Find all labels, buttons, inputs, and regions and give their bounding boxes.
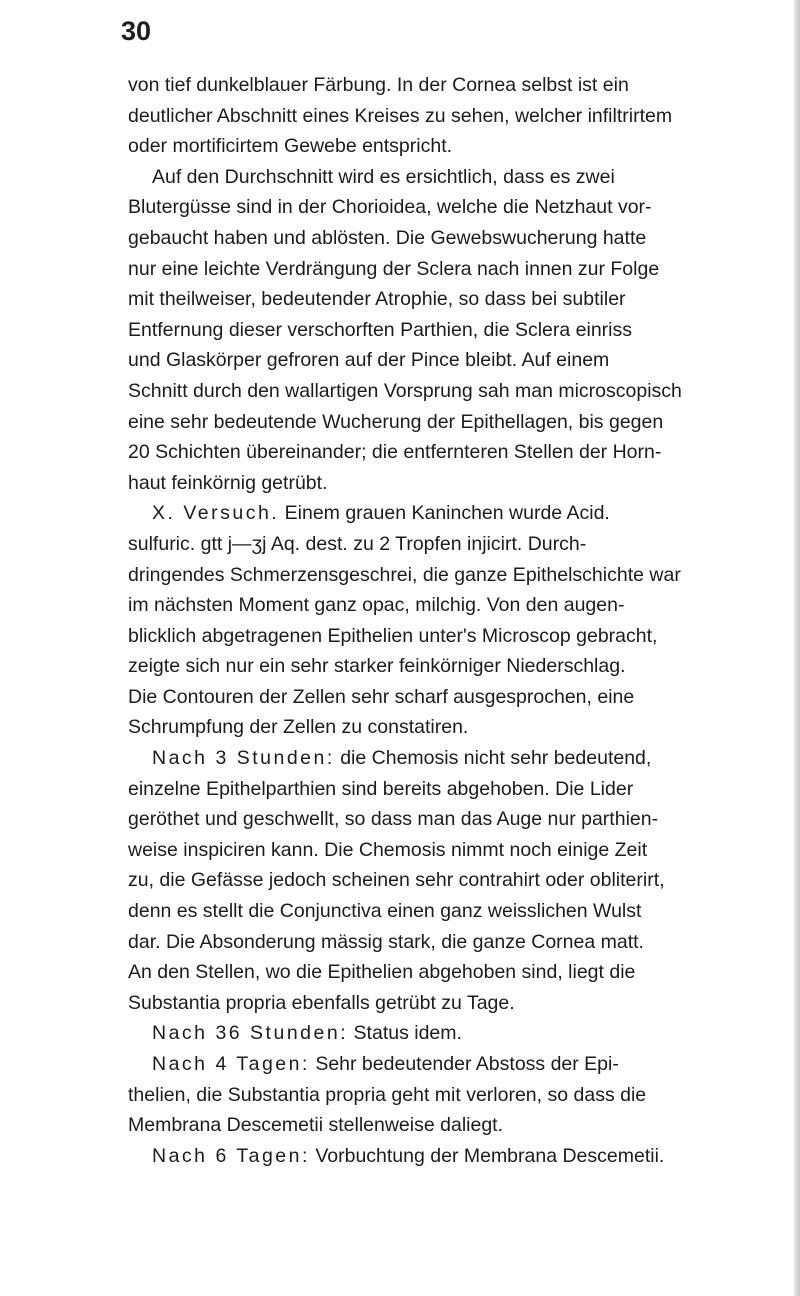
text-line: oder mortificirtem Gewebe entspricht. [128,135,453,158]
text-line: und Glaskörper gefroren auf der Pince bleibt. Auf einem [128,349,610,372]
nach36-heading-line [128,1018,800,1049]
text-line: gebaucht haben und ablösten. Die Gewebswucherung hatte [128,226,647,249]
nach4-heading-line [128,1049,800,1080]
text-line: nur eine leichte Verdrängung der Sclera nach innen zur Folge [128,257,660,280]
text-line: von tief dunkelblauer Färbung. In der Cornea selbst ist ein [128,74,629,96]
versuch-text: Einem grauen Kaninchen wurde Acid. [284,502,610,525]
text-line: Membrana Descemetii stellenweise daliegt. [128,1114,504,1137]
text-line: blicklich abgetragenen Epithelien unter's Microscop gebracht, [128,624,658,647]
text-line: Schrumpfung der Zellen zu constatiren. [128,716,469,739]
page-edge [794,0,800,1296]
versuch-label: X. Versuch. [152,502,280,525]
versuch-heading-line [128,498,800,529]
nach36-text: Status idem. [353,1022,462,1045]
page-number: 30 [121,16,152,46]
text-line: mit theilweiser, bedeutender Atrophie, so dass bei subtiler [128,288,626,311]
text-line: Auf den Durchschnitt wird es ersichtlich, dass es zwei [152,165,615,188]
text-line: thelien, die Substantia propria geht mit verloren, so dass die [128,1083,647,1106]
text-line: einzelne Epithelparthien sind bereits abgehoben. Die Lider [128,777,634,800]
nach6-text: Vorbuchtung der Membrana Descemetii. [315,1144,665,1167]
text-line: Blutergüsse sind in der Chorioidea, welche die Netzhaut vor- [128,196,652,219]
body-text [128,70,800,1171]
nach4-text: Sehr bedeutender Abstoss der Epi- [315,1053,619,1075]
text-line: eine sehr bedeutende Wucherung der Epithellagen, bis gegen [128,410,664,433]
nach3-text: die Chemosis nicht sehr bedeutend, [340,747,652,770]
nach3-label: Nach 3 Stunden: [152,747,335,770]
text-line: Entfernung dieser verschorften Parthien, die Sclera einriss [128,318,633,341]
text-line: zeigte sich nur ein sehr starker feinkörniger Niederschlag. [128,655,626,678]
text-line: deutlicher Abschnitt eines Kreises zu sehen, welcher infiltrirtem [128,104,673,127]
text-line: weise inspiciren kann. Die Chemosis nimmt noch einige Zeit [128,838,648,861]
text-line: An den Stellen, wo die Epithelien abgehoben sind, liegt die [128,961,636,984]
nach3-heading-line [128,743,800,774]
nach6-label: Nach 6 Tagen: [152,1144,310,1167]
text-line: sulfuric. gtt j—ʒj Aq. dest. zu 2 Tropfen injicirt. Durch- [128,532,587,555]
nach36-label: Nach 36 Stunden: [152,1022,349,1045]
text-line: dar. Die Absonderung mässig stark, die ganze Cornea matt. [128,930,644,953]
text-line: Schnitt durch den wallartigen Vorsprung sah man microscopisch [128,379,682,402]
nach4-label: Nach 4 Tagen: [152,1053,310,1075]
text-line: denn es stellt die Conjunctiva einen ganz weisslichen Wulst [128,900,642,923]
text-line: Substantia propria ebenfalls getrübt zu Tage. [128,991,515,1014]
text-line: 20 Schichten übereinander; die entfernteren Stellen der Horn- [128,441,662,464]
text-line: im nächsten Moment ganz opac, milchig. Von den augen- [128,594,625,617]
text-line: haut feinkörnig getrübt. [128,471,328,494]
text-line: Die Contouren der Zellen sehr scharf ausgesprochen, eine [128,685,635,708]
text-line: zu, die Gefässe jedoch scheinen sehr contrahirt oder obliterirt, [128,869,665,892]
text-line: geröthet und geschwellt, so dass man das Auge nur parthien- [128,808,659,831]
text-line: dringendes Schmerzensgeschrei, die ganze Epithelschichte war [128,563,681,586]
nach6-heading-line [128,1141,800,1172]
